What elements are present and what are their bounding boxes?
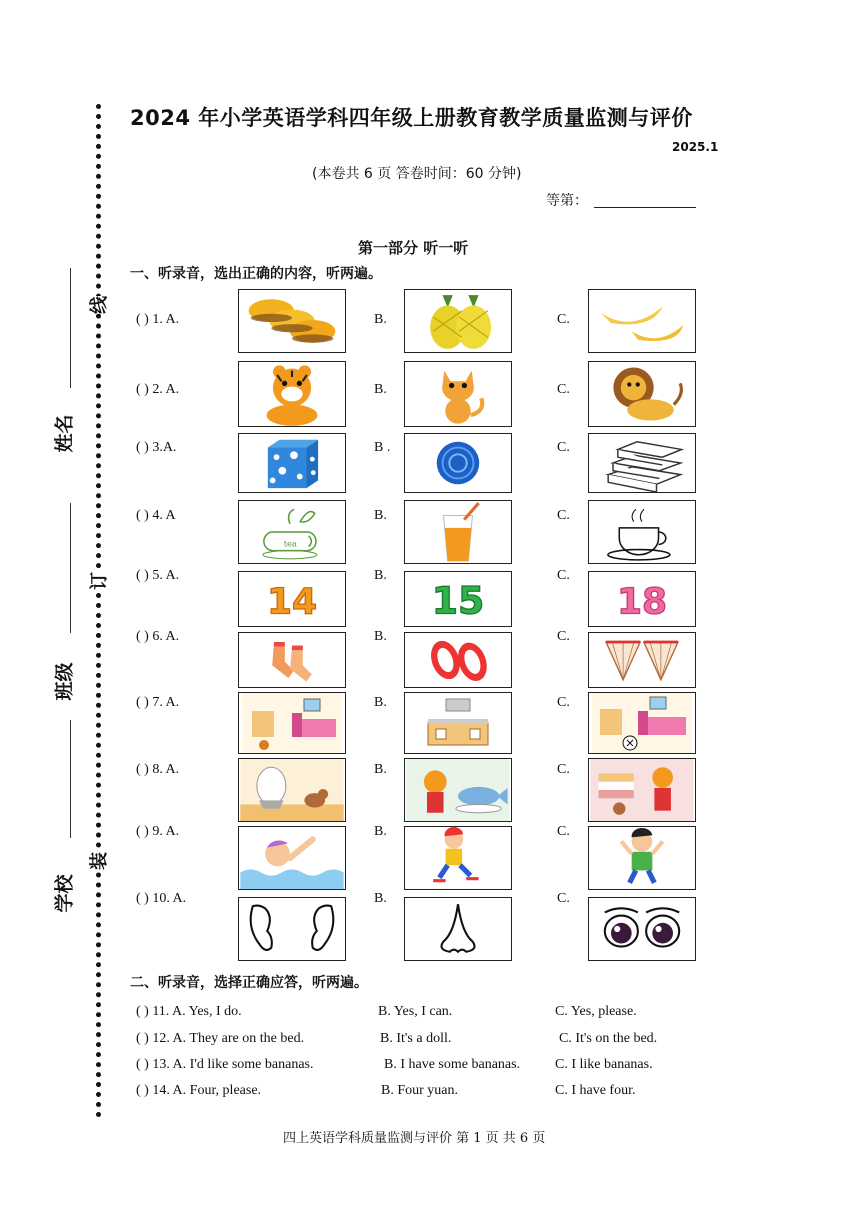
option-image-a[interactable] bbox=[238, 758, 346, 822]
swim-icon bbox=[239, 827, 345, 889]
option-image-a[interactable] bbox=[238, 692, 346, 754]
question-label: ( ) 8. A. bbox=[136, 762, 180, 777]
kitchen-icon bbox=[405, 693, 511, 753]
option-image-c[interactable] bbox=[588, 571, 696, 627]
question-label: ( ) 5. A. bbox=[136, 568, 180, 583]
jump-icon bbox=[589, 827, 695, 889]
ball-icon bbox=[405, 434, 511, 492]
option-image-a[interactable] bbox=[238, 289, 346, 353]
cake-tiger-icon bbox=[589, 759, 695, 821]
section2-title: 二、听录音，选择正确应答，听两遍。 bbox=[130, 975, 368, 991]
number-18-icon bbox=[589, 572, 695, 626]
answer-option-c: C. It's on the bed. bbox=[559, 1031, 658, 1046]
juice-icon bbox=[405, 501, 511, 563]
option-b-label: B. bbox=[374, 312, 387, 327]
option-c-label: C. bbox=[557, 762, 570, 777]
option-image-c[interactable] bbox=[588, 692, 696, 754]
shoes-icon bbox=[405, 633, 511, 687]
option-b-label: B. bbox=[374, 824, 387, 839]
bedroom-ball-icon bbox=[589, 693, 695, 753]
option-image-b[interactable] bbox=[404, 758, 512, 822]
option-image-a[interactable] bbox=[238, 361, 346, 427]
exam-info: (本卷共 6 页 答卷时间：60 分钟) bbox=[312, 166, 522, 182]
answer-row-a: ( ) 12. A. They are on the bed. bbox=[136, 1031, 305, 1046]
box-icon bbox=[239, 434, 345, 492]
class-label: 班级 bbox=[53, 662, 76, 701]
cat-fish-icon bbox=[405, 759, 511, 821]
option-image-a[interactable] bbox=[238, 433, 346, 493]
answer-row-a: ( ) 14. A. Four, please. bbox=[136, 1083, 262, 1098]
option-image-a[interactable] bbox=[238, 826, 346, 890]
eyes-icon bbox=[589, 898, 695, 960]
option-image-c[interactable] bbox=[588, 500, 696, 564]
option-image-b[interactable] bbox=[404, 826, 512, 890]
answer-option-b: B. Yes, I can. bbox=[378, 1004, 453, 1019]
option-image-c[interactable] bbox=[588, 826, 696, 890]
option-b-label: B. bbox=[374, 508, 387, 523]
option-image-c[interactable] bbox=[588, 289, 696, 353]
option-c-label: C. bbox=[557, 629, 570, 644]
option-b-label: B. bbox=[374, 891, 387, 906]
option-image-a[interactable] bbox=[238, 632, 346, 688]
ears-icon bbox=[239, 898, 345, 960]
bedroom-icon bbox=[239, 693, 345, 753]
option-c-label: C. bbox=[557, 382, 570, 397]
skate-icon bbox=[405, 827, 511, 889]
option-image-c[interactable] bbox=[588, 758, 696, 822]
part-title: 第一部分 听一听 bbox=[358, 239, 469, 257]
answer-option-c: C. I have four. bbox=[555, 1083, 636, 1098]
option-image-b[interactable] bbox=[404, 361, 512, 427]
answer-option-c: C. I like bananas. bbox=[555, 1057, 653, 1072]
option-image-c[interactable] bbox=[588, 433, 696, 493]
option-image-c[interactable] bbox=[588, 361, 696, 427]
answer-row-a: ( ) 11. A. Yes, I do. bbox=[136, 1004, 242, 1019]
option-image-a[interactable] bbox=[238, 500, 346, 564]
option-image-b[interactable] bbox=[404, 692, 512, 754]
option-image-c[interactable] bbox=[588, 632, 696, 688]
number-15-icon bbox=[405, 572, 511, 626]
answer-option-b: B. It's a doll. bbox=[380, 1031, 452, 1046]
option-image-a[interactable] bbox=[238, 571, 346, 627]
page-footer: 四上英语学科质量监测与评价 第 1 页 共 6 页 bbox=[283, 1131, 546, 1146]
pineapple-icon bbox=[405, 290, 511, 352]
option-image-c[interactable] bbox=[588, 897, 696, 961]
question-label: ( ) 10. A. bbox=[136, 891, 187, 906]
question-label: ( ) 9. A. bbox=[136, 824, 180, 839]
grade-label: 等第： bbox=[546, 193, 588, 209]
option-b-label: B . bbox=[374, 440, 391, 455]
socks-icon bbox=[239, 633, 345, 687]
svg-text:tea: tea bbox=[283, 538, 297, 549]
school-blank-line[interactable] bbox=[70, 720, 71, 838]
name-label: 姓名 bbox=[53, 414, 76, 453]
cat-icon bbox=[405, 362, 511, 426]
answer-option-b: B. I have some bananas. bbox=[384, 1057, 521, 1072]
answer-option-b: B. Four yuan. bbox=[381, 1083, 458, 1098]
question-label: ( ) 7. A. bbox=[136, 695, 180, 710]
mango-icon bbox=[239, 290, 345, 352]
question-label: ( ) 6. A. bbox=[136, 629, 180, 644]
svg-text:18: 18 bbox=[616, 581, 668, 623]
option-c-label: C. bbox=[557, 508, 570, 523]
option-b-label: B. bbox=[374, 695, 387, 710]
option-image-b[interactable] bbox=[404, 289, 512, 353]
option-b-label: B. bbox=[374, 629, 387, 644]
svg-text:14: 14 bbox=[266, 581, 318, 623]
question-label: ( ) 3.A. bbox=[136, 440, 177, 455]
question-label: ( ) 2. A. bbox=[136, 382, 180, 397]
section1-title: 一、听录音，选出正确的内容，听两遍。 bbox=[130, 266, 382, 282]
banana-icon bbox=[589, 290, 695, 352]
option-image-a[interactable] bbox=[238, 897, 346, 961]
option-b-label: B. bbox=[374, 568, 387, 583]
option-image-b[interactable] bbox=[404, 571, 512, 627]
option-c-label: C. bbox=[557, 568, 570, 583]
number-14-icon bbox=[239, 572, 345, 626]
fans-icon bbox=[589, 633, 695, 687]
option-c-label: C. bbox=[557, 891, 570, 906]
page-title: 2024 年小学英语学科四年级上册教育教学质量监测与评价 bbox=[130, 106, 693, 130]
binding-ding-char: 订 bbox=[83, 572, 113, 590]
binding-line-char: 线 bbox=[83, 296, 113, 314]
question-label: ( ) 1. A. bbox=[136, 312, 180, 327]
binding-zhuang-char: 装 bbox=[83, 852, 113, 870]
option-c-label: C. bbox=[557, 695, 570, 710]
answer-option-c: C. Yes, please. bbox=[555, 1004, 637, 1019]
option-c-label: C. bbox=[557, 824, 570, 839]
tiger-icon bbox=[239, 362, 345, 426]
option-image-b[interactable] bbox=[404, 433, 512, 493]
svg-text:15: 15 bbox=[431, 578, 485, 623]
name-blank-line[interactable] bbox=[70, 268, 71, 388]
option-b-label: B. bbox=[374, 382, 387, 397]
school-label: 学校 bbox=[53, 874, 76, 913]
answer-row-a: ( ) 13. A. I'd like some bananas. bbox=[136, 1057, 314, 1072]
class-blank-line[interactable] bbox=[70, 503, 71, 633]
option-c-label: C. bbox=[557, 312, 570, 327]
exam-date: 2025.1 bbox=[672, 140, 719, 154]
question-label: ( ) 4. A bbox=[136, 508, 176, 523]
egg-mouse-icon bbox=[239, 759, 345, 821]
option-b-label: B. bbox=[374, 762, 387, 777]
option-image-b[interactable] bbox=[404, 897, 512, 961]
tea-icon bbox=[239, 501, 345, 563]
option-image-b[interactable] bbox=[404, 632, 512, 688]
binding-dotted-line bbox=[96, 104, 101, 1118]
option-image-b[interactable] bbox=[404, 500, 512, 564]
books-icon bbox=[589, 434, 695, 492]
grade-blank[interactable] bbox=[594, 207, 696, 208]
coffee-icon bbox=[589, 501, 695, 563]
lion-icon bbox=[589, 362, 695, 426]
option-c-label: C. bbox=[557, 440, 570, 455]
nose-icon bbox=[405, 898, 511, 960]
